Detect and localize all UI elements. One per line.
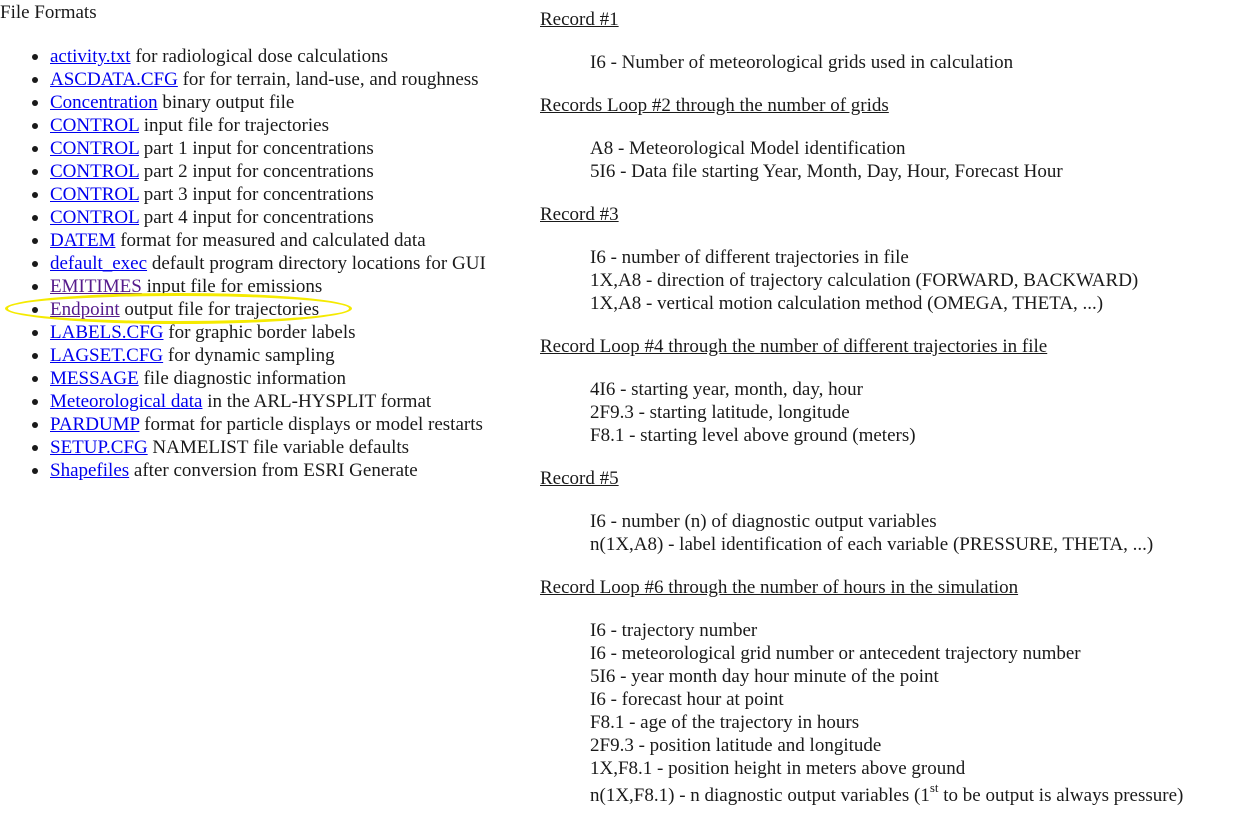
link-control-part1[interactable]: CONTROL — [50, 138, 140, 159]
list-item-shapefiles — [0, 459, 486, 482]
bullet-icon — [32, 215, 38, 221]
bullet-icon — [32, 169, 38, 175]
list-item-desc: file diagnostic information — [138, 368, 347, 389]
bullet-icon — [32, 468, 38, 474]
file-formats-list — [0, 45, 486, 482]
ordinal-superscript: st — [929, 779, 939, 795]
record-6-line-8 — [590, 779, 1184, 807]
list-item-desc: for for terrain, land-use, and roughness — [177, 69, 479, 90]
list-item-emitimes — [0, 275, 486, 298]
link-labels-cfg[interactable]: LABELS.CFG — [50, 322, 164, 343]
record-6-line-6: 2F9.3 - position latitude and longitude — [590, 735, 882, 756]
bullet-icon — [32, 284, 38, 290]
list-item-labels — [0, 321, 486, 344]
record-2-line-2: 5I6 - Data file starting Year, Month, Day, Hour, Forecast Hour — [590, 161, 1063, 182]
list-item-desc: part 3 input for concentrations — [139, 184, 374, 205]
link-control-trajectories[interactable]: CONTROL — [50, 115, 140, 136]
file-formats-title: File Formats — [0, 2, 97, 23]
list-item-concentration — [0, 91, 486, 114]
bullet-icon — [32, 376, 38, 382]
link-lagset-cfg[interactable]: LAGSET.CFG — [50, 345, 164, 366]
bullet-icon — [32, 261, 38, 267]
list-item-desc: for dynamic sampling — [163, 345, 335, 366]
bullet-icon — [32, 330, 38, 336]
bullet-icon — [32, 54, 38, 60]
record-4-line-3: F8.1 - starting level above ground (meters) — [590, 425, 916, 446]
list-item-desc: input file for emissions — [141, 276, 323, 297]
record-6-line-3: 5I6 - year month day hour minute of the point — [590, 666, 939, 687]
link-control-part3[interactable]: CONTROL — [50, 184, 140, 205]
bullet-icon — [32, 399, 38, 405]
record-5-line-2: n(1X,A8) - label identification of each variable (PRESSURE, THETA, ...) — [590, 534, 1154, 555]
link-shapefiles[interactable]: Shapefiles — [50, 460, 130, 481]
list-item-desc: input file for trajectories — [139, 115, 329, 136]
record-2-line-1: A8 - Meteorological Model identification — [590, 138, 906, 159]
list-item-desc: for radiological dose calculations — [130, 46, 389, 67]
bullet-icon — [32, 353, 38, 359]
list-item-setup — [0, 436, 486, 459]
list-item-datem — [0, 229, 486, 252]
record-5-line-1: I6 - number (n) of diagnostic output variables — [590, 511, 937, 532]
list-item-desc: part 1 input for concentrations — [139, 138, 374, 159]
record-6-line-4: I6 - forecast hour at point — [590, 689, 784, 710]
bullet-icon — [32, 307, 38, 313]
list-item-message — [0, 367, 486, 390]
bullet-icon — [32, 238, 38, 244]
record-6-line-5: F8.1 - age of the trajectory in hours — [590, 712, 860, 733]
bullet-icon — [32, 146, 38, 152]
record-2-title: Records Loop #2 through the number of grids — [540, 95, 889, 116]
link-default-exec[interactable]: default_exec — [50, 253, 148, 274]
list-item-ascdata — [0, 68, 486, 91]
record-4-line-2: 2F9.3 - starting latitude, longitude — [590, 402, 850, 423]
record-4-line-1: 4I6 - starting year, month, day, hour — [590, 379, 863, 400]
record-3-title: Record #3 — [540, 204, 619, 225]
record-6-line-2: I6 - meteorological grid number or antecedent trajectory number — [590, 643, 1081, 664]
list-item-desc: output file for trajectories — [119, 299, 320, 320]
list-item-desc: for graphic border labels — [163, 322, 356, 343]
list-item-endpoint — [0, 298, 486, 321]
list-item-desc: after conversion from ESRI Generate — [129, 460, 418, 481]
bullet-icon — [32, 192, 38, 198]
list-item-control-trajectories — [0, 114, 486, 137]
list-item-desc: part 2 input for concentrations — [139, 161, 374, 182]
list-item-control-part2 — [0, 160, 486, 183]
list-item-default-exec — [0, 252, 486, 275]
list-item-desc: format for measured and calculated data — [115, 230, 426, 251]
link-emitimes[interactable]: EMITIMES — [50, 276, 142, 297]
record-6-line-8-start: n(1X,F8.1) - n diagnostic output variables (1 — [590, 785, 930, 806]
link-ascdata-cfg[interactable]: ASCDATA.CFG — [50, 69, 178, 90]
record-3-line-1: I6 - number of different trajectories in file — [590, 247, 909, 268]
record-6-line-7: 1X,F8.1 - position height in meters above ground — [590, 758, 966, 779]
list-item-control-part4 — [0, 206, 486, 229]
link-pardump[interactable]: PARDUMP — [50, 414, 140, 435]
bullet-icon — [32, 445, 38, 451]
link-datem[interactable]: DATEM — [50, 230, 116, 251]
record-1-line-1: I6 - Number of meteorological grids used in calculation — [590, 52, 1014, 73]
list-item-desc: in the ARL-HYSPLIT format — [202, 391, 432, 412]
record-4-title: Record Loop #4 through the number of different trajectories in file — [540, 336, 1048, 357]
list-item-pardump — [0, 413, 486, 436]
link-message[interactable]: MESSAGE — [50, 368, 139, 389]
bullet-icon — [32, 422, 38, 428]
record-6-line-1: I6 - trajectory number — [590, 620, 758, 641]
record-3-line-2: 1X,A8 - direction of trajectory calculation (FORWARD, BACKWARD) — [590, 270, 1139, 291]
link-endpoint[interactable]: Endpoint — [50, 299, 120, 320]
list-item-activity — [0, 45, 486, 68]
list-item-control-part1 — [0, 137, 486, 160]
record-1-title: Record #1 — [540, 9, 619, 30]
list-item-desc: binary output file — [157, 92, 295, 113]
record-6-line-8-end: to be output is always pressure) — [938, 785, 1184, 806]
link-meteorological-data[interactable]: Meteorological data — [50, 391, 203, 412]
list-item-control-part3 — [0, 183, 486, 206]
list-item-desc: default program directory locations for GUI — [147, 253, 486, 274]
link-control-part2[interactable]: CONTROL — [50, 161, 140, 182]
list-item-desc: format for particle displays or model restarts — [139, 414, 483, 435]
list-item-desc: NAMELIST file variable defaults — [147, 437, 410, 458]
list-item-meteorological-data — [0, 390, 486, 413]
record-6-title: Record Loop #6 through the number of hours in the simulation — [540, 577, 1019, 598]
record-3-line-3: 1X,A8 - vertical motion calculation method (OMEGA, THETA, ...) — [590, 293, 1104, 314]
bullet-icon — [32, 123, 38, 129]
list-item-lagset — [0, 344, 486, 367]
link-concentration[interactable]: Concentration — [50, 92, 158, 113]
bullet-icon — [32, 100, 38, 106]
link-control-part4[interactable]: CONTROL — [50, 207, 140, 228]
bullet-icon — [32, 77, 38, 83]
list-item-desc: part 4 input for concentrations — [139, 207, 374, 228]
link-activity-txt[interactable]: activity.txt — [50, 46, 131, 67]
link-setup-cfg[interactable]: SETUP.CFG — [50, 437, 148, 458]
record-5-title: Record #5 — [540, 468, 619, 489]
